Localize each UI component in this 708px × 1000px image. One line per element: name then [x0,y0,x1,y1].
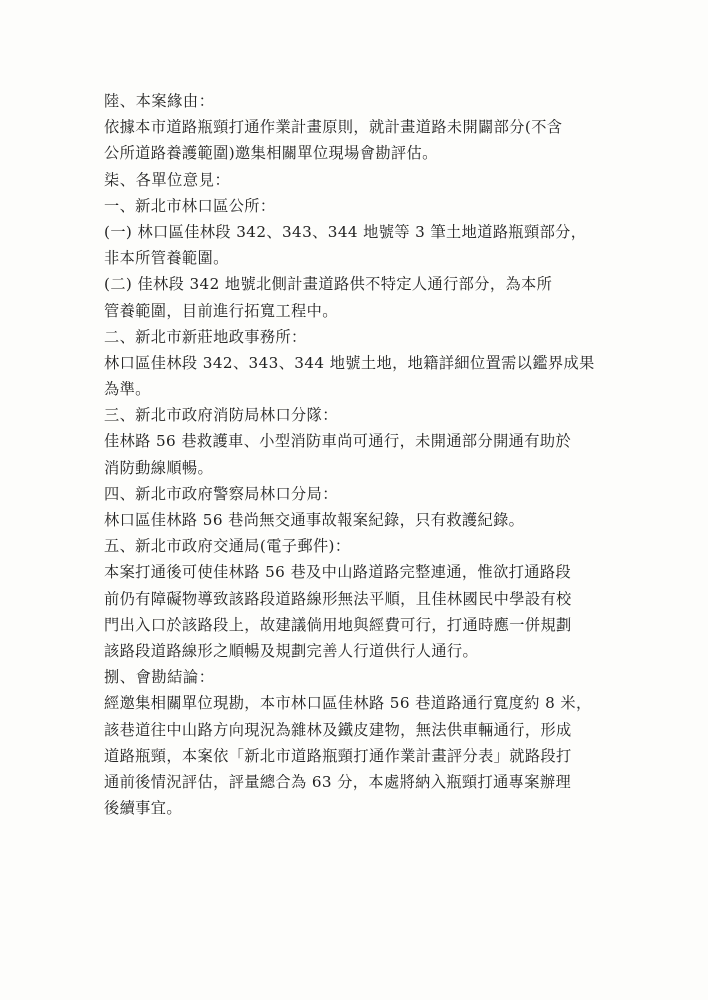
paragraph-line: 為準。 [104,380,151,399]
paragraph-line: 通前後情況評估，評量總合為 63 分，本處將納入瓶頸打通專案辦理 [104,772,572,791]
paragraph-line: 道路瓶頸，本案依「新北市道路瓶頸打通作業計畫評分表」就路段打 [104,746,572,765]
paragraph-line: 前仍有障礙物導致該路段道路線形無法平順，且佳林國民中學設有校 [104,589,572,608]
section-heading-conclusion: 捌、會勘結論： [104,668,215,687]
subheading-transport: 五、新北市政府交通局(電子郵件)： [104,537,351,556]
paragraph-line: 本案打通後可使佳林路 56 巷及中山路道路完整連通，惟欲打通路段 [104,563,572,582]
paragraph-line: 經邀集相關單位現勘，本市林口區佳林路 56 巷道路通行寬度約 8 米， [104,694,592,713]
subheading-fire-department: 三、新北市政府消防局林口分隊： [104,406,338,425]
paragraph-line: 消防動線順暢。 [104,458,214,477]
paragraph-line: 佳林路 56 巷救護車、小型消防車尚可通行，未開通部分開通有助於 [104,432,572,451]
paragraph-line: 該路段道路線形之順暢及規劃完善人行道供行人通行。 [104,641,479,660]
paragraph-line: 林口區佳林路 56 巷尚無交通事故報案紀錄，只有救護紀錄。 [104,511,525,529]
subheading-land-office: 二、新北市新莊地政事務所： [104,327,307,346]
paragraph-line: 非本所管養範圍。 [104,249,229,268]
paragraph-line: 依據本市道路瓶頸打通作業計畫原則，就計畫道路未開闢部分(不含 [104,118,563,137]
paragraph-line: (二) 佳林段 342 地號北側計畫道路供不特定人通行部分，為本所 [104,275,553,294]
document-body [104,88,644,821]
paragraph-line: (一) 林口區佳林段 342、343、344 地號等 3 筆土地道路瓶頸部分， [104,222,587,241]
paragraph-line: 公所道路養護範圍)邀集相關單位現場會勘評估。 [104,144,438,163]
paragraph-line: 該巷道往中山路方向現況為雜林及鐵皮建物，無法供車輛通行，形成 [104,720,572,739]
section-heading-reason: 陸、本案緣由： [104,92,215,110]
paragraph-line: 林口區佳林段 342、343、344 地號土地，地籍詳細位置需以鑑界成果 [104,353,595,372]
paragraph-line: 管養範圍，目前進行拓寬工程中。 [104,301,338,320]
subheading-district-office: 一、新北市林口區公所： [104,196,276,215]
subheading-police: 四、新北市政府警察局林口分局： [104,484,338,503]
section-heading-opinions: 柒、各單位意見： [104,170,231,189]
paragraph-line: 後續事宜。 [104,799,182,818]
paragraph-line: 門出入口於該路段上，故建議倘用地與經費可行，打通時應一併規劃 [104,615,572,634]
